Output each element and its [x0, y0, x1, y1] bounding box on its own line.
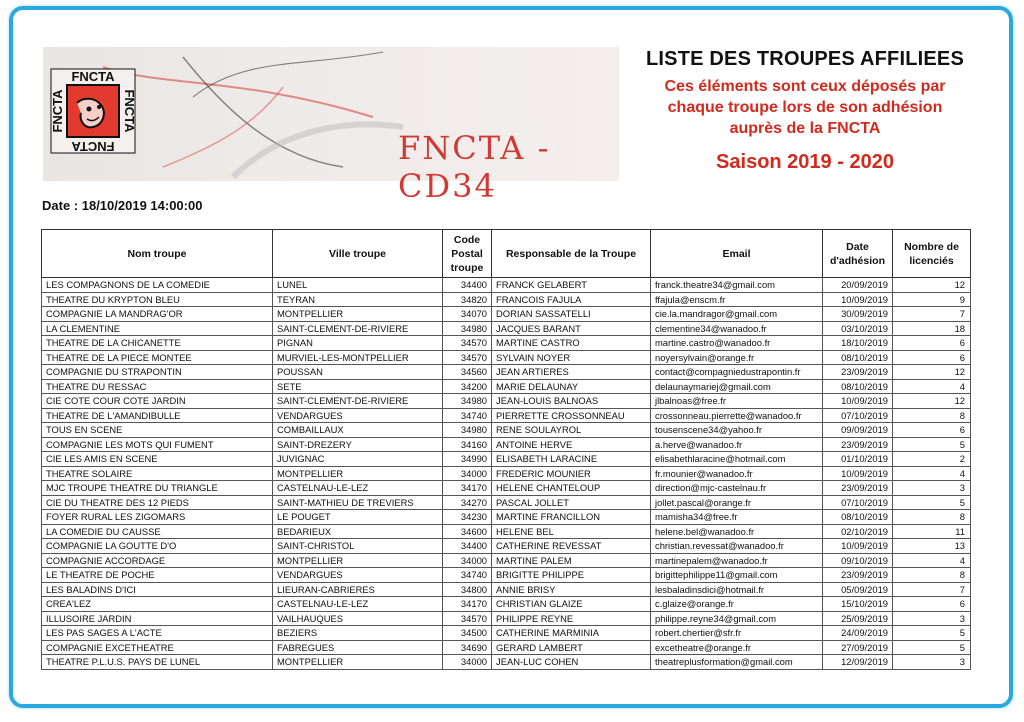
cell-responsable: FREDERIC MOUNIER	[492, 466, 651, 481]
cell-nombre-licencies: 5	[893, 495, 971, 510]
cell-responsable: GERARD LAMBERT	[492, 640, 651, 655]
cell-ville: VENDARGUES	[273, 408, 443, 423]
cell-email: jlbalnoas@free.fr	[651, 394, 823, 409]
cell-code-postal: 34820	[443, 292, 492, 307]
cell-ville: MONTPELLIER	[273, 466, 443, 481]
table-row	[42, 539, 971, 554]
cell-ville: MONTPELLIER	[273, 655, 443, 670]
cell-email: fr.mounier@wanadoo.fr	[651, 466, 823, 481]
cell-nom-troupe: THEATRE DU RESSAC	[42, 379, 273, 394]
cell-nom-troupe: COMPAGNIE EXCETHEATRE	[42, 640, 273, 655]
cell-email: brigittephilippe11@gmail.com	[651, 568, 823, 583]
cell-email: philippe.reyne34@gmail.com	[651, 611, 823, 626]
cell-nombre-licencies: 5	[893, 626, 971, 641]
cell-nom-troupe: LA CLEMENTINE	[42, 321, 273, 336]
cell-email: robert.chertier@sfr.fr	[651, 626, 823, 641]
table-row	[42, 350, 971, 365]
cell-code-postal: 34200	[443, 379, 492, 394]
cell-responsable: JEAN-LOUIS BALNOAS	[492, 394, 651, 409]
cell-nom-troupe: THEATRE SOLAIRE	[42, 466, 273, 481]
cell-code-postal: 34980	[443, 394, 492, 409]
title-block	[640, 48, 970, 174]
cell-code-postal: 34740	[443, 568, 492, 583]
cell-nombre-licencies: 2	[893, 452, 971, 467]
cell-date-adhesion: 07/10/2019	[823, 408, 893, 423]
cell-email: mamisha34@free.fr	[651, 510, 823, 525]
cell-responsable: MARIE DELAUNAY	[492, 379, 651, 394]
cell-date-adhesion: 12/09/2019	[823, 655, 893, 670]
cell-date-adhesion: 01/10/2019	[823, 452, 893, 467]
cell-nombre-licencies: 12	[893, 394, 971, 409]
cell-date-adhesion: 23/09/2019	[823, 568, 893, 583]
cell-nom-troupe: COMPAGNIE LA GOUTTE D'O	[42, 539, 273, 554]
cell-ville: LUNEL	[273, 278, 443, 293]
cell-code-postal: 34990	[443, 452, 492, 467]
report-date: Date : 18/10/2019 14:00:00	[42, 198, 203, 213]
cell-nombre-licencies: 5	[893, 437, 971, 452]
table-row	[42, 292, 971, 307]
cell-ville: CASTELNAU-LE-LEZ	[273, 481, 443, 496]
table-row	[42, 481, 971, 496]
cell-nombre-licencies: 6	[893, 350, 971, 365]
cell-email: franck.theatre34@gmail.com	[651, 278, 823, 293]
table-row	[42, 423, 971, 438]
cell-responsable: FRANCOIS FAJULA	[492, 292, 651, 307]
cell-date-adhesion: 08/10/2019	[823, 379, 893, 394]
cell-ville: MURVIEL-LES-MONTPELLIER	[273, 350, 443, 365]
cell-date-adhesion: 30/09/2019	[823, 307, 893, 322]
cell-date-adhesion: 10/09/2019	[823, 292, 893, 307]
cell-nom-troupe: LA COMEDIE DU CAUSSE	[42, 524, 273, 539]
cell-email: elisabethlaracine@hotmail.com	[651, 452, 823, 467]
cell-responsable: JACQUES BARANT	[492, 321, 651, 336]
cell-nom-troupe: CIE LES AMIS EN SCENE	[42, 452, 273, 467]
cell-ville: BEDARIEUX	[273, 524, 443, 539]
cell-date-adhesion: 27/09/2019	[823, 640, 893, 655]
cell-nom-troupe: COMPAGNIE DU STRAPONTIN	[42, 365, 273, 380]
cell-responsable: BRIGITTE PHILIPPE	[492, 568, 651, 583]
cell-code-postal: 34740	[443, 408, 492, 423]
cell-date-adhesion: 05/09/2019	[823, 582, 893, 597]
cell-email: christian.revessat@wanadoo.fr	[651, 539, 823, 554]
cell-date-adhesion: 07/10/2019	[823, 495, 893, 510]
cell-code-postal: 34400	[443, 539, 492, 554]
cell-ville: SAINT-DREZERY	[273, 437, 443, 452]
table-row	[42, 655, 971, 670]
column-header-nombre-licencies: Nombre de licenciés	[893, 230, 971, 278]
troupes-table	[41, 229, 971, 670]
cell-responsable: JEAN-LUC COHEN	[492, 655, 651, 670]
cell-code-postal: 34570	[443, 336, 492, 351]
table-row	[42, 379, 971, 394]
cell-code-postal: 34400	[443, 278, 492, 293]
cell-email: helene.bel@wanadoo.fr	[651, 524, 823, 539]
cell-ville: SAINT-MATHIEU DE TREVIERS	[273, 495, 443, 510]
cell-code-postal: 34570	[443, 350, 492, 365]
cell-email: tousenscene34@yahoo.fr	[651, 423, 823, 438]
table-row	[42, 408, 971, 423]
table-row	[42, 394, 971, 409]
cell-date-adhesion: 10/09/2019	[823, 394, 893, 409]
table-row	[42, 321, 971, 336]
cell-responsable: PASCAL JOLLET	[492, 495, 651, 510]
table-row	[42, 524, 971, 539]
cell-date-adhesion: 08/10/2019	[823, 510, 893, 525]
logo-ring-text-top: FNCTA	[71, 69, 115, 84]
cell-ville: CASTELNAU-LE-LEZ	[273, 597, 443, 612]
cell-ville: JUVIGNAC	[273, 452, 443, 467]
cell-ville: LIEURAN-CABRIERES	[273, 582, 443, 597]
cell-email: clementine34@wanadoo.fr	[651, 321, 823, 336]
cell-nombre-licencies: 4	[893, 379, 971, 394]
cell-email: martinepalem@wanadoo.fr	[651, 553, 823, 568]
cell-nombre-licencies: 5	[893, 640, 971, 655]
cell-responsable: HELENE CHANTELOUP	[492, 481, 651, 496]
cell-code-postal: 34230	[443, 510, 492, 525]
cell-code-postal: 34560	[443, 365, 492, 380]
cell-ville: VAILHAUQUES	[273, 611, 443, 626]
table-row	[42, 495, 971, 510]
cell-ville: FABREGUES	[273, 640, 443, 655]
cell-code-postal: 34170	[443, 597, 492, 612]
logo-ring-text-right: FNCTA	[122, 89, 137, 133]
cell-code-postal: 34270	[443, 495, 492, 510]
cell-ville: MONTPELLIER	[273, 553, 443, 568]
cell-responsable: PHILIPPE REYNE	[492, 611, 651, 626]
cell-date-adhesion: 23/09/2019	[823, 437, 893, 452]
cell-email: c.glaize@orange.fr	[651, 597, 823, 612]
cell-email: excetheatre@orange.fr	[651, 640, 823, 655]
table-row	[42, 568, 971, 583]
cell-nombre-licencies: 6	[893, 597, 971, 612]
cell-date-adhesion: 25/09/2019	[823, 611, 893, 626]
cell-ville: LE POUGET	[273, 510, 443, 525]
table-row	[42, 466, 971, 481]
cell-code-postal: 34600	[443, 524, 492, 539]
cell-date-adhesion: 10/09/2019	[823, 539, 893, 554]
cell-responsable: ELISABETH LARACINE	[492, 452, 651, 467]
cell-date-adhesion: 23/09/2019	[823, 365, 893, 380]
cell-date-adhesion: 20/09/2019	[823, 278, 893, 293]
cell-ville: SAINT-CLEMENT-DE-RIVIERE	[273, 394, 443, 409]
column-header-ville: Ville troupe	[273, 230, 443, 278]
cell-responsable: PIERRETTE CROSSONNEAU	[492, 408, 651, 423]
cell-ville: TEYRAN	[273, 292, 443, 307]
table-row	[42, 336, 971, 351]
cell-nom-troupe: LES PAS SAGES A L'ACTE	[42, 626, 273, 641]
cell-nom-troupe: COMPAGNIE ACCORDAGE	[42, 553, 273, 568]
cell-responsable: CHRISTIAN GLAIZE	[492, 597, 651, 612]
cell-ville: POUSSAN	[273, 365, 443, 380]
cell-nom-troupe: COMPAGNIE LES MOTS QUI FUMENT	[42, 437, 273, 452]
cell-email: lesbaladinsdici@hotmail.fr	[651, 582, 823, 597]
logo-ring-text-left: FNCTA	[50, 89, 65, 133]
cell-code-postal: 34980	[443, 423, 492, 438]
cell-date-adhesion: 10/09/2019	[823, 466, 893, 481]
cell-nom-troupe: THEATRE DE LA CHICANETTE	[42, 336, 273, 351]
cell-email: ffajula@enscm.fr	[651, 292, 823, 307]
cell-nombre-licencies: 3	[893, 655, 971, 670]
cell-nom-troupe: LE THEATRE DE POCHE	[42, 568, 273, 583]
cell-code-postal: 34570	[443, 611, 492, 626]
cell-email: martine.castro@wanadoo.fr	[651, 336, 823, 351]
cell-responsable: JEAN ARTIERES	[492, 365, 651, 380]
cell-email: noyersylvain@orange.fr	[651, 350, 823, 365]
cell-email: theatreplusformation@gmail.com	[651, 655, 823, 670]
cell-nombre-licencies: 7	[893, 582, 971, 597]
cell-responsable: ANNIE BRISY	[492, 582, 651, 597]
cell-nom-troupe: THEATRE DU KRYPTON BLEU	[42, 292, 273, 307]
cell-email: crossonneau.pierrette@wanadoo.fr	[651, 408, 823, 423]
cell-responsable: HELENE BEL	[492, 524, 651, 539]
cell-responsable: CATHERINE REVESSAT	[492, 539, 651, 554]
cell-ville: VENDARGUES	[273, 568, 443, 583]
cell-email: jollet.pascal@orange.fr	[651, 495, 823, 510]
cell-email: delaunaymariej@gmail.com	[651, 379, 823, 394]
cell-nombre-licencies: 6	[893, 336, 971, 351]
page-title: LISTE DES TROUPES AFFILIEES	[645, 48, 965, 70]
cell-responsable: SYLVAIN NOYER	[492, 350, 651, 365]
cell-ville: MONTPELLIER	[273, 307, 443, 322]
cell-date-adhesion: 03/10/2019	[823, 321, 893, 336]
cell-date-adhesion: 18/10/2019	[823, 336, 893, 351]
table-header-row	[42, 230, 971, 278]
cell-code-postal: 34500	[443, 626, 492, 641]
column-header-date-adhesion: Date d'adhésion	[823, 230, 893, 278]
cell-nombre-licencies: 4	[893, 466, 971, 481]
table-row	[42, 611, 971, 626]
cell-ville: SETE	[273, 379, 443, 394]
table-row	[42, 510, 971, 525]
cell-date-adhesion: 09/09/2019	[823, 423, 893, 438]
cell-nombre-licencies: 12	[893, 365, 971, 380]
cell-nombre-licencies: 18	[893, 321, 971, 336]
table-row	[42, 626, 971, 641]
cell-nom-troupe: TOUS EN SCENE	[42, 423, 273, 438]
cell-date-adhesion: 02/10/2019	[823, 524, 893, 539]
subtitle	[640, 76, 970, 139]
cell-nom-troupe: FOYER RURAL LES ZIGOMARS	[42, 510, 273, 525]
table-row	[42, 582, 971, 597]
cell-nom-troupe: LES BALADINS D'ICI	[42, 582, 273, 597]
cell-nombre-licencies: 3	[893, 481, 971, 496]
cell-code-postal: 34170	[443, 481, 492, 496]
cell-nom-troupe: CREA'LEZ	[42, 597, 273, 612]
table-row	[42, 640, 971, 655]
table-body	[42, 278, 971, 670]
subtitle-line: Ces éléments sont ceux déposés par	[664, 78, 946, 95]
cell-responsable: FRANCK GELABERT	[492, 278, 651, 293]
cell-email: cie.la.mandragor@gmail.com	[651, 307, 823, 322]
cell-nombre-licencies: 7	[893, 307, 971, 322]
cell-responsable: DORIAN SASSATELLI	[492, 307, 651, 322]
table-row	[42, 452, 971, 467]
column-header-responsable: Responsable de la Troupe	[492, 230, 651, 278]
column-header-email: Email	[651, 230, 823, 278]
cell-nombre-licencies: 3	[893, 611, 971, 626]
cell-responsable: ANTOINE HERVE	[492, 437, 651, 452]
cell-date-adhesion: 23/09/2019	[823, 481, 893, 496]
cell-nombre-licencies: 12	[893, 278, 971, 293]
cell-code-postal: 34160	[443, 437, 492, 452]
table-row	[42, 365, 971, 380]
cell-nombre-licencies: 8	[893, 510, 971, 525]
cell-responsable: MARTINE PALEM	[492, 553, 651, 568]
table-row	[42, 437, 971, 452]
cell-code-postal: 34000	[443, 553, 492, 568]
season-label: Saison 2019 - 2020	[716, 151, 894, 173]
cell-nom-troupe: THEATRE P.L.U.S. PAYS DE LUNEL	[42, 655, 273, 670]
cell-nom-troupe: MJC TROUPE THEATRE DU TRIANGLE	[42, 481, 273, 496]
cell-nom-troupe: CIE COTE COUR COTE JARDIN	[42, 394, 273, 409]
header-banner	[43, 47, 619, 205]
cell-nom-troupe: CIE DU THEATRE DES 12 PIEDS	[42, 495, 273, 510]
cell-date-adhesion: 09/10/2019	[823, 553, 893, 568]
cell-date-adhesion: 24/09/2019	[823, 626, 893, 641]
cell-nombre-licencies: 4	[893, 553, 971, 568]
cell-nombre-licencies: 8	[893, 408, 971, 423]
logo-ring-text-bottom: FNCTA	[71, 139, 115, 154]
cell-responsable: RENE SOULAYROL	[492, 423, 651, 438]
cell-responsable: MARTINE CASTRO	[492, 336, 651, 351]
cell-ville: BEZIERS	[273, 626, 443, 641]
table-row	[42, 553, 971, 568]
cell-code-postal: 34000	[443, 466, 492, 481]
cell-responsable: MARTINE FRANCILLON	[492, 510, 651, 525]
cell-responsable: CATHERINE MARMINIA	[492, 626, 651, 641]
table-row	[42, 307, 971, 322]
cell-email: contact@compagniedustrapontin.fr	[651, 365, 823, 380]
cell-date-adhesion: 15/10/2019	[823, 597, 893, 612]
cell-nombre-licencies: 11	[893, 524, 971, 539]
cell-nombre-licencies: 13	[893, 539, 971, 554]
cell-code-postal: 34000	[443, 655, 492, 670]
cell-code-postal: 34980	[443, 321, 492, 336]
cell-nom-troupe: COMPAGNIE LA MANDRAG'OR	[42, 307, 273, 322]
logo-caption: FNCTA - CD34	[398, 129, 551, 205]
cell-code-postal: 34070	[443, 307, 492, 322]
subtitle-line: chaque troupe lors de son adhésion	[667, 99, 943, 116]
table-row	[42, 597, 971, 612]
cell-email: direction@mjc-castelnau.fr	[651, 481, 823, 496]
cell-email: a.herve@wanadoo.fr	[651, 437, 823, 452]
cell-ville: PIGNAN	[273, 336, 443, 351]
cell-nom-troupe: ILLUSOIRE JARDIN	[42, 611, 273, 626]
cell-nom-troupe: LES COMPAGNONS DE LA COMEDIE	[42, 278, 273, 293]
cell-code-postal: 34800	[443, 582, 492, 597]
subtitle-line: auprès de la FNCTA	[729, 120, 881, 137]
column-header-nom-troupe: Nom troupe	[42, 230, 273, 278]
cell-nombre-licencies: 8	[893, 568, 971, 583]
cell-ville: COMBAILLAUX	[273, 423, 443, 438]
table-row	[42, 278, 971, 293]
cell-nombre-licencies: 6	[893, 423, 971, 438]
cell-code-postal: 34690	[443, 640, 492, 655]
cell-nom-troupe: THEATRE DE L'AMANDIBULLE	[42, 408, 273, 423]
cell-date-adhesion: 08/10/2019	[823, 350, 893, 365]
cell-nombre-licencies: 9	[893, 292, 971, 307]
cell-ville: SAINT-CHRISTOL	[273, 539, 443, 554]
column-header-code-postal: Code Postal troupe	[443, 230, 492, 278]
cell-nom-troupe: THEATRE DE LA PIECE MONTEE	[42, 350, 273, 365]
cell-ville: SAINT-CLEMENT-DE-RIVIERE	[273, 321, 443, 336]
